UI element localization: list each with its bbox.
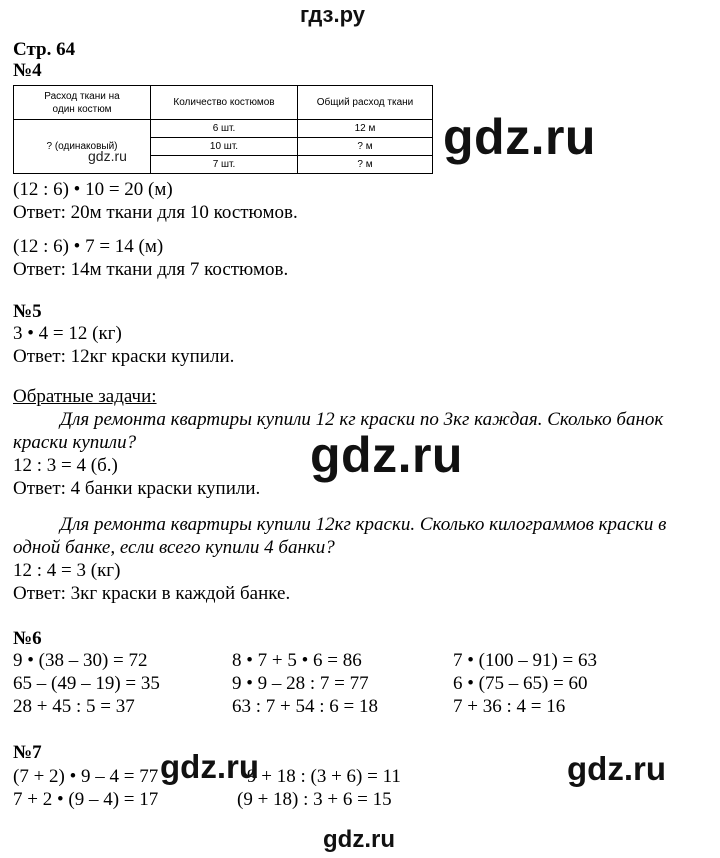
header-fabric-per-suit	[14, 86, 151, 120]
task-6-expression: 28 + 45 : 5 = 37	[13, 696, 135, 717]
watermark-bottom-right[interactable]: gdz.ru	[567, 750, 666, 787]
task-5-answer: Ответ: 12кг краски купили.	[13, 346, 235, 367]
task-5-number: №5	[13, 301, 42, 322]
watermark-bottom[interactable]: gdz.ru	[323, 826, 395, 853]
site-header[interactable]: гдз.ру	[300, 2, 365, 27]
task-4-answer-2: Ответ: 14м ткани для 7 костюмов.	[13, 259, 289, 280]
table-row	[14, 120, 433, 138]
header-total-fabric: Общий расход ткани	[298, 86, 433, 120]
merged-unknown-cell	[14, 120, 151, 174]
task-4-number: №4	[13, 60, 42, 81]
task-7-expression: (7 + 2) • 9 – 4 = 77	[13, 766, 159, 787]
fabric-table	[13, 85, 433, 174]
total-cell: ? м	[298, 138, 433, 156]
inverse-problem-2-answer: Ответ: 3кг краски в каждой банке.	[13, 583, 291, 604]
count-cell: 10 шт.	[151, 138, 298, 156]
watermark-middle[interactable]: gdz.ru	[310, 427, 463, 483]
task-6-expression: 9 • (38 – 30) = 72	[13, 650, 148, 671]
task-7-expression: (9 + 18) : 3 + 6 = 15	[237, 789, 392, 810]
inverse-problem-1-line-1: Для ремонта квартиры купили 12 кг краски по 3кг каждая. Сколько банок	[60, 409, 664, 430]
watermark-table: gdz.ru	[88, 148, 127, 164]
total-cell: 12 м	[298, 120, 433, 138]
inverse-problem-1-line-2: краски купили?	[13, 432, 137, 453]
task-6-expression: 65 – (49 – 19) = 35	[13, 673, 160, 694]
watermark-task-7[interactable]: gdz.ru	[160, 748, 259, 785]
merged-unknown-label: ? (одинаковый)	[46, 141, 118, 152]
inverse-problem-1-answer: Ответ: 4 банки краски купили.	[13, 478, 261, 499]
task-5-equation: 3 • 4 = 12 (кг)	[13, 323, 122, 344]
inverse-problems-title: Обратные задачи:	[13, 386, 157, 407]
task-6-expression: 7 • (100 – 91) = 63	[453, 650, 598, 671]
inverse-problem-2-line-1: Для ремонта квартиры купили 12кг краски. Сколько килограммов краски в	[60, 514, 667, 535]
header-fabric-per-suit-label: Расход ткани на один костюм	[44, 90, 120, 115]
page-reference: Стр. 64	[13, 39, 76, 60]
task-4-answer-1: Ответ: 20м ткани для 10 костюмов.	[13, 202, 298, 223]
task-6-expression: 9 • 9 – 28 : 7 = 77	[232, 673, 369, 694]
task-6-expression: 6 • (75 – 65) = 60	[453, 673, 588, 694]
count-cell: 6 шт.	[151, 120, 298, 138]
task-6-expression: 8 • 7 + 5 • 6 = 86	[232, 650, 362, 671]
table-header-row	[14, 86, 433, 120]
task-4-equation-1: (12 : 6) • 10 = 20 (м)	[13, 179, 173, 200]
total-cell: ? м	[298, 156, 433, 174]
task-6-number: №6	[13, 628, 42, 649]
task-7-expression: 9 + 18 : (3 + 6) = 11	[247, 766, 401, 787]
task-7-number: №7	[13, 742, 42, 763]
task-6-expression: 7 + 36 : 4 = 16	[453, 696, 566, 717]
inverse-problem-2-equation: 12 : 4 = 3 (кг)	[13, 560, 121, 581]
inverse-problem-2-line-2: одной банке, если всего купили 4 банки?	[13, 537, 335, 558]
count-cell: 7 шт.	[151, 156, 298, 174]
task-4-equation-2: (12 : 6) • 7 = 14 (м)	[13, 236, 164, 257]
task-7-expression: 7 + 2 • (9 – 4) = 17	[13, 789, 159, 810]
inverse-problem-1-equation: 12 : 3 = 4 (б.)	[13, 455, 118, 476]
header-suit-count: Количество костюмов	[151, 86, 298, 120]
watermark-top-right[interactable]: gdz.ru	[443, 109, 596, 165]
task-6-expression: 63 : 7 + 54 : 6 = 18	[232, 696, 378, 717]
